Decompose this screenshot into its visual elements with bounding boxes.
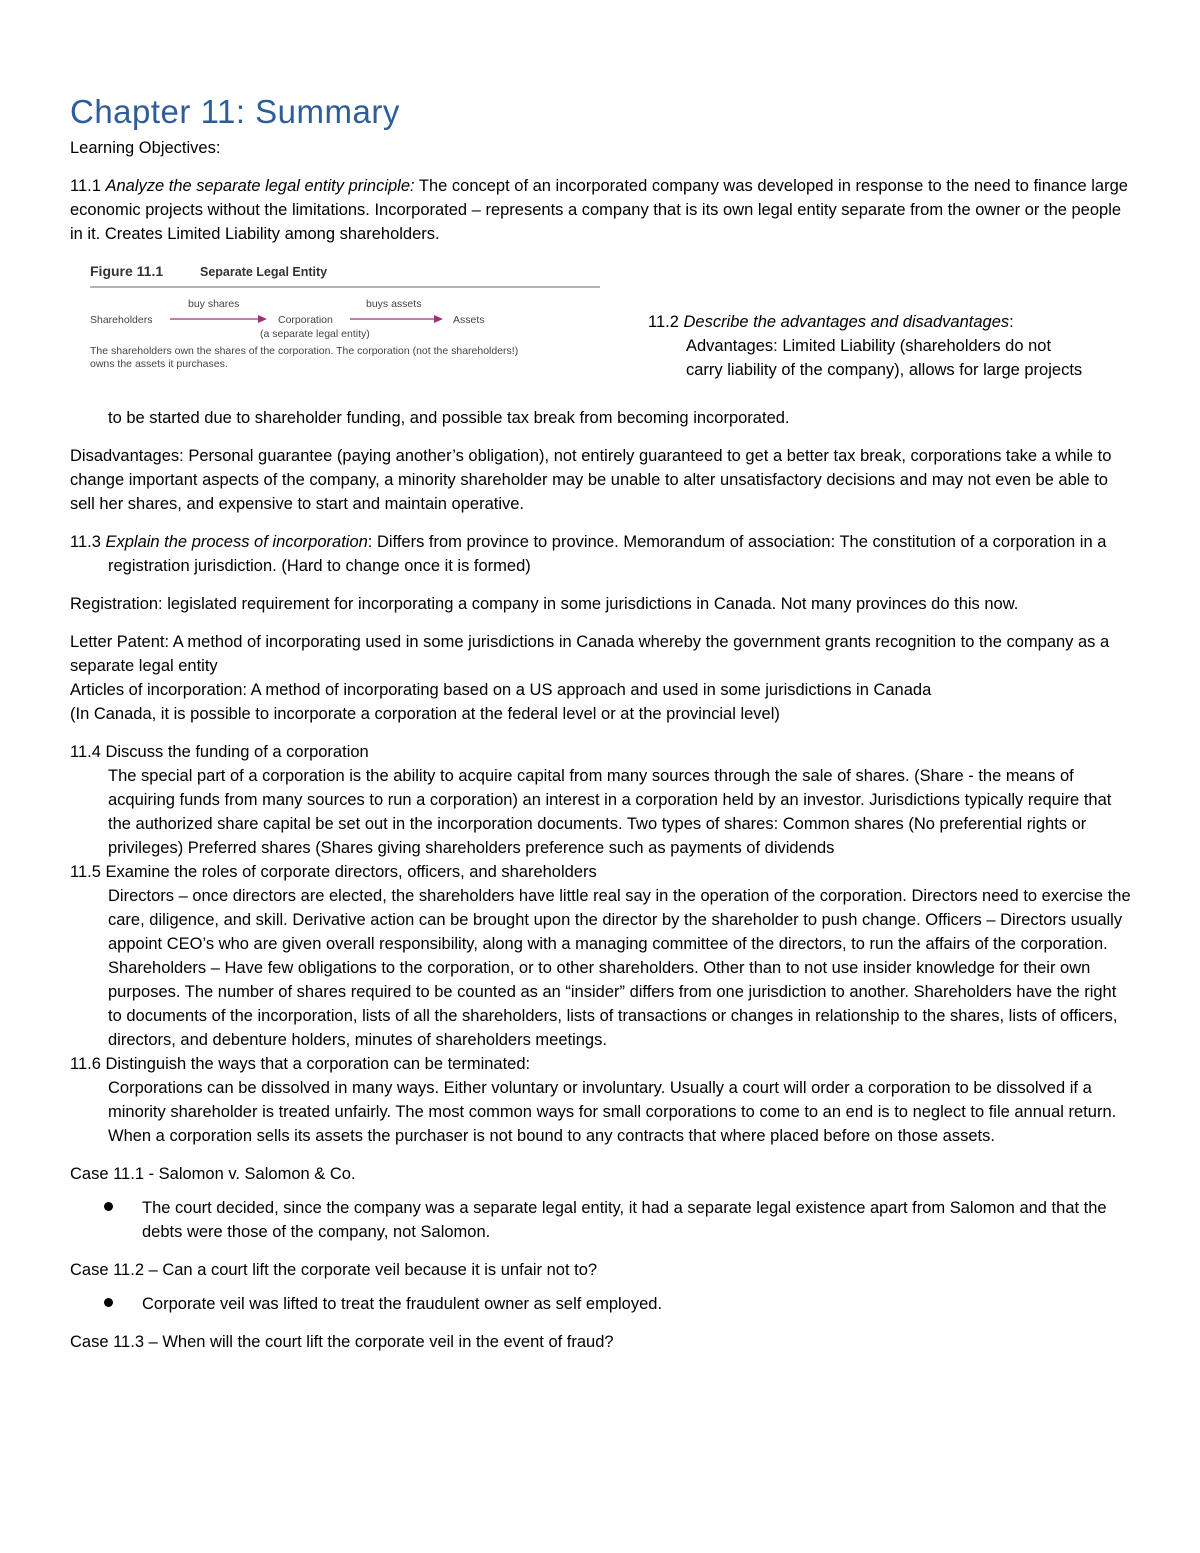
- bullet-icon: [104, 1202, 113, 1211]
- objective-11-2-heading: 11.2 Describe the advantages and disadvantages:: [648, 313, 1014, 331]
- letter-patent: Letter Patent: A method of incorporating used in some jurisdictions in Canada whereby the government grants recognition to the company as a separate legal entity: [70, 633, 1110, 675]
- figure-title: Separate Legal Entity: [200, 265, 328, 279]
- figure-caption-line2: owns the assets it purchases.: [90, 358, 228, 370]
- figure-block: [70, 256, 1132, 406]
- arrowhead-2: [434, 315, 443, 323]
- objective-number: 11.3: [70, 533, 101, 551]
- advantages-line2: carry liability of the company), allows for large projects: [686, 361, 1083, 379]
- case-title: Case 11.3 – When will the court lift the corporate veil in the event of fraud?: [70, 1333, 614, 1351]
- node-shareholders: Shareholders: [90, 314, 153, 326]
- canada-note: (In Canada, it is possible to incorporate a corporation at the federal level or at the provincial level): [70, 705, 780, 723]
- node-corporation: Corporation: [278, 314, 333, 326]
- list-item: Corporate veil was lifted to treat the fraudulent owner as self employed.: [70, 1292, 1132, 1316]
- arrow-label-buys-assets: buys assets: [366, 298, 422, 310]
- objective-number: 11.1: [70, 177, 101, 195]
- objective-11-1: [70, 174, 1132, 246]
- objective-number: 11.2: [648, 313, 679, 331]
- objective-11-4-text: The special part of a corporation is the ability to acquire capital from many sources through the sale of shares. (Share - the means of acquiring funds from many sources to run a corporation) an interest in a corporation held by an investor. Jurisdictions typically require that the authorized share capital be set out in the incorporation documents. Two types of shares: Common shares (No preferential rights or privileges) Preferred shares (Shares giving shareholders preference such as payments of dividends: [108, 767, 1112, 857]
- learning-objectives-label: Learning Objectives:: [70, 139, 221, 157]
- objective-text: The concept of an incorporated company was developed in response to the need to finance large economic projects without the limitations. Incorporated – represents a company that is its own legal entity separate from the owner or the people in it. Creates Limited Liability among shareholders.: [70, 177, 1128, 243]
- bullet-icon: [104, 1298, 113, 1307]
- arrow-label-buy-shares: buy shares: [188, 298, 240, 310]
- objective-11-5-heading: 11.5 Examine the roles of corporate directors, officers, and shareholders: [70, 863, 597, 881]
- advantages-line1: Advantages: Limited Liability (shareholders do not: [686, 337, 1052, 355]
- case-title: Case 11.1 - Salomon v. Salomon & Co.: [70, 1165, 356, 1183]
- objective-heading: Describe the advantages and disadvantages: [678, 313, 1010, 331]
- articles-of-incorporation: Articles of incorporation: A method of incorporating based on a US approach and used in some jurisdictions in Canada: [70, 681, 932, 699]
- objective-text: : Differs from province to province. Memorandum of association: The constitution of a corporation in a registration jurisdiction. (Hard to change once it is formed): [108, 533, 1107, 575]
- objective-11-3: [70, 530, 1132, 578]
- objective-11-6-text1: Corporations can be dissolved in many ways. Either voluntary or involuntary. Usually a court will order a corporation to be dissolved if a minority shareholder is treated unfairly. The most common ways for small corporations to come to an end is to neglect to file annual return.: [108, 1079, 1117, 1121]
- case-bullets: [70, 1292, 1132, 1316]
- objective-heading: Analyze the separate legal entity principle:: [105, 177, 415, 195]
- document-page: [70, 92, 1132, 1354]
- objective-11-2: [648, 310, 1132, 382]
- page-title: Chapter 11: Summary: [70, 93, 400, 130]
- objective-heading: Explain the process of incorporation: [100, 533, 368, 551]
- case-title: Case 11.2 – Can a court lift the corporate veil because it is unfair not to?: [70, 1261, 598, 1279]
- separate-legal-entity-figure: [70, 256, 610, 374]
- registration: Registration: legislated requirement for incorporating a company in some jurisdictions in Canada. Not many provinces do this now.: [70, 595, 1019, 613]
- objective-11-5-text: Directors – once directors are elected, the shareholders have little real say in the operation of the corporation. Directors need to exercise the care, diligence, and skill. Derivative action can be brought upon the director by the shareholder to push change. Officers – Directors usually appoint CEO’s who are given overall responsibility, along with a managing committee of the directors, to run the affairs of the corporation. Shareholders – Have few obligations to the corporation, or to other shareholders. Other than to not use insider knowledge for their own purposes. The number of shares required to be counted as an “insider” differs from one jurisdiction to another. Shareholders have the right to documents of the incorporation, lists of all the shareholders, lists of transactions or changes in relationship to the shares, lists of officers, directors, and debenture holders, minutes of shareholders meetings.: [108, 887, 1131, 1049]
- figure-caption-line1: The shareholders own the shares of the corporation. The corporation (not the shareholders!): [90, 345, 519, 357]
- disadvantages: Disadvantages: Personal guarantee (paying another’s obligation), not entirely guaranteed to get a better tax break, corporations take a while to change important aspects of the company, a minority shareholder may be unable to alter unsatisfactory decisions and may not even be able to sell her shares, and expensive to start and maintain operative.: [70, 447, 1112, 513]
- objective-11-6-heading: 11.6 Distinguish the ways that a corporation can be terminated:: [70, 1055, 531, 1073]
- objective-11-4-heading: 11.4 Discuss the funding of a corporation: [70, 743, 369, 761]
- arrowhead-1: [258, 315, 267, 323]
- node-assets: Assets: [453, 314, 485, 326]
- advantages-continued: to be started due to shareholder funding, and possible tax break from becoming incorporated.: [108, 409, 790, 427]
- node-corporation-sub: (a separate legal entity): [260, 328, 370, 340]
- list-item: The court decided, since the company was a separate legal entity, it had a separate legal existence apart from Salomon and that the debts were those of the company, not Salomon.: [70, 1196, 1132, 1244]
- figure-label: Figure 11.1: [90, 263, 164, 279]
- objective-11-6-text2: When a corporation sells its assets the purchaser is not bound to any contracts that where placed before on those assets.: [108, 1127, 995, 1145]
- case-bullets: [70, 1196, 1132, 1244]
